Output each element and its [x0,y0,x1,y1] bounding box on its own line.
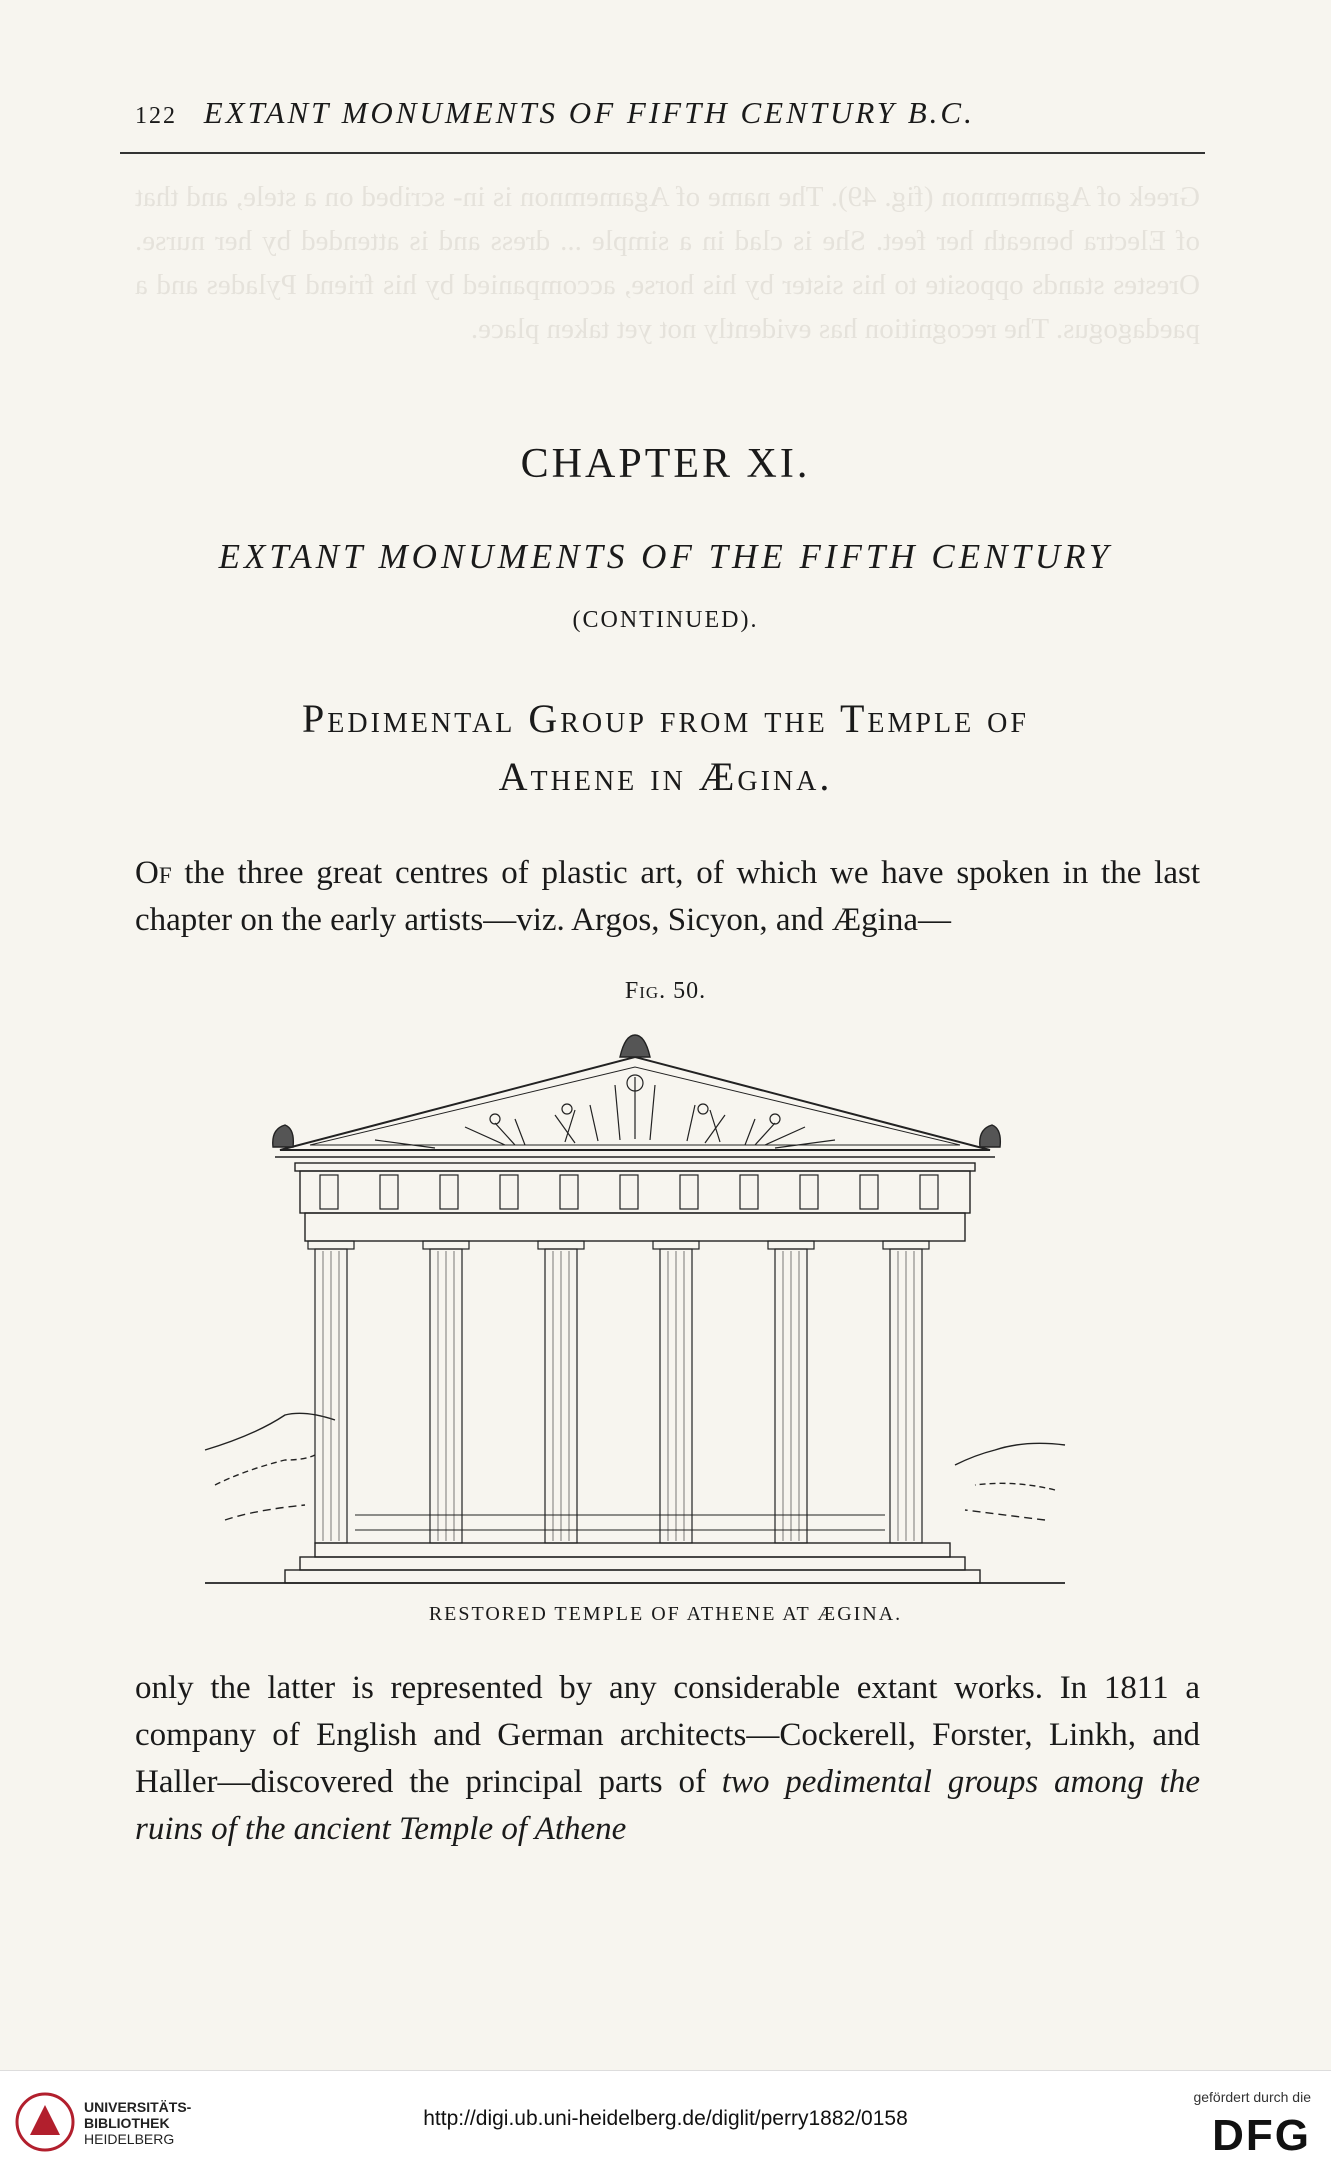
opening-word: Of [135,855,172,891]
library-line1: UNIVERSITÄTS- [84,2099,192,2115]
source-url-link[interactable]: http://digi.ub.uni-heidelberg.de/diglit/perry1882/0158 [423,2107,908,2130]
chapter-heading: CHAPTER XI. [520,441,811,487]
running-head [135,95,1205,131]
continued-note: (CONTINUED). [572,607,759,633]
temple-illustration [195,1015,1075,1590]
running-title: EXTANT MONUMENTS OF FIFTH CENTURY B.C. [203,95,975,130]
paragraph-continued [135,1665,1200,1853]
paragraph-continued-italic: two pedimental groups among the ruins of the ancient Temple of Athene [135,1764,1200,1847]
digitization-footer [0,2070,1331,2171]
figure-caption: RESTORED TEMPLE OF ATHENE AT ÆGINA. [428,1603,903,1625]
dfg-logo: DFG [1212,2111,1311,2160]
paragraph-intro [135,850,1200,944]
library-line3: HEIDELBERG [84,2131,175,2147]
page-number: 122 [135,103,177,129]
library-line2: BIBLIOTHEK [84,2115,170,2131]
section-title-line1: Pedimental Group from the Temple of [302,696,1029,741]
header-rule [120,152,1205,154]
section-title-line2: Athene in Ægina. [498,754,833,799]
figure-label: Fig. 50. [624,978,707,1004]
paragraph-continued-text: only the latter is represented by any considerable extant works. In 1811 a company of English and German architects—Cockerell, Forster, Linkh, and Haller—discovered the principal parts of [135,1670,1200,1800]
section-title [0,690,1331,806]
chapter-subtitle: EXTANT MONUMENTS OF THE FIFTH CENTURY [218,537,1113,576]
bleed-through-text: Greek of Agamemnon (fig. 49). The name of Agamemnon is in- scribed on a stele, and that of Electra beneath her feet. She is clad in a simple ... dress and is attended by her nurse. Orestes stands opposite to his sister by his horse, accompanied by his friend Pylades and a paedagogus. The recognition has evidently not yet taken place. [135,181,1200,345]
paragraph-intro-text: the three great centres of plastic art, of which we have spoken in the last chapter on the early artists—viz. Argos, Sicyon, and Ægina— [135,855,1200,938]
funder-caption: gefördert durch die [1193,2089,1311,2105]
